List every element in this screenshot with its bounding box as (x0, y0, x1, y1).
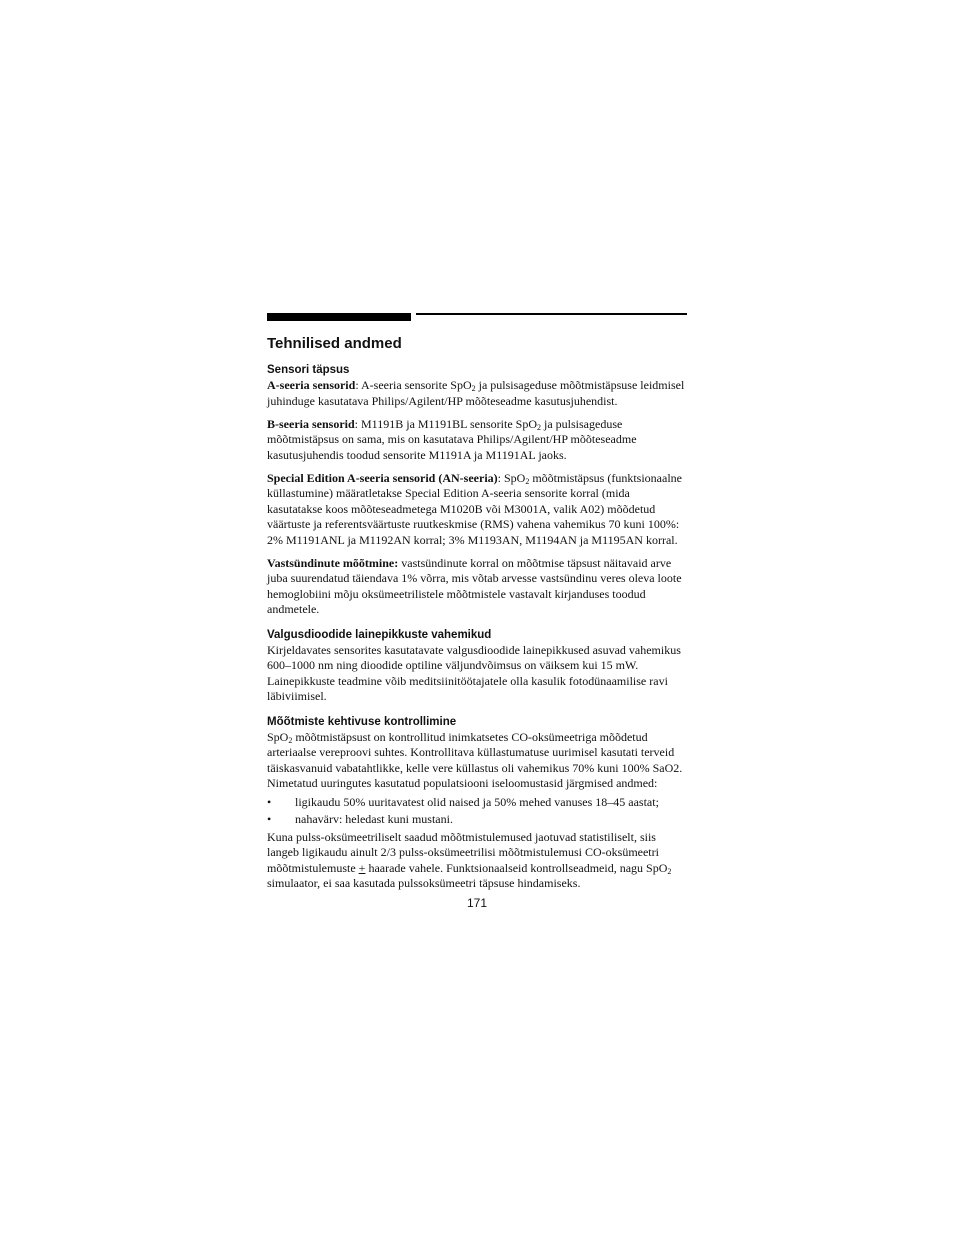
label-special-edition: Special Edition A-seeria sensorid (AN-seeria) (267, 470, 498, 485)
label-a-series: A-seeria sensorid (267, 378, 356, 392)
document-page (267, 313, 687, 911)
heading-sensor-accuracy: Sensori täpsus (267, 364, 350, 376)
paragraph-special-edition: Special Edition A-seeria sensorid (AN-seeria): SpO$_2$ mõõtmistäpsus (funktsionaalne küllastumine) määratletakse Special Edition A-seeria sensorite korral (mida kasutatakse koos mõõteseadmetega M1020B või M3001A, valik A02) mõõdetud väärtuste ja referentsväärtuste ruutkeskmise (RMS) vahena vahemikus 70 kuni 100%: 2% M1191ANL ja M1192AN korral; 3% M1193AN, M1194AN ja M1195AN korral. (267, 470, 682, 547)
header-rule-thick (267, 313, 411, 321)
paragraph-b-series: B-seeria sensorid: M1191B ja M1191BL sensorite SpO$_2$ ja pulsisageduse mõõtmistäpsus on sama, mis on kasutatava Philips/Agilent/HP mõõteseadme kasutusjuhendis toodud sensorite M1191A ja M1191AL jaoks. (267, 416, 637, 462)
label-b-series: B-seeria sensorid (267, 416, 355, 431)
section-title: Tehnilised andmed (267, 335, 402, 352)
heading-led-range: Valgusdioodide lainepikkuste vahemikud (267, 628, 492, 641)
page-number: 171 (466, 895, 488, 910)
paragraph-validation-1: SpO$_2$ mõõtmistäpsust on kontrollitud inimkatsetes CO-oksümeetriga mõõdetud arteriaalse vereproovi suhtes. Kontrollitava küllastumatuse uurimisel kasutati terveid täiskasvanuid vabatahtlikke, kelle vere küllastus oli vahemikus 70% kuni 100% SaO2. Nimetatud uuringutes kasutatud populatsiooni iseloomustasid järgmised andmed: (267, 729, 683, 790)
paragraph-led-range: Kirjeldavates sensorites kasutatavate valgusdioodide lainepikkused asuvad vahemikus 600–1000 nm ning dioodide optiline väljundvõimsus on väiksem kui 15 mW. Lainepikkuste teadmine võib meditsiinitöötajatele olla kasulik fotodünaamilise ravi läbiviimisel. (267, 642, 681, 703)
label-neonatal: Vastsündinute mõõtmine: (267, 555, 399, 570)
list-item: • ligikaudu 50% uuritavatest olid naised ja 50% mehed vanuses 18–45 aastat; (267, 794, 659, 809)
list-item: • nahavärv: heledast kuni mustani. (267, 812, 453, 826)
bullet-icon: • (267, 794, 272, 809)
plus-minus-symbol: + (358, 860, 366, 875)
heading-validation: Mõõtmiste kehtivuse kontrollimine (267, 715, 457, 728)
bullet-icon: • (267, 812, 272, 826)
paragraph-validation-2: Kuna pulss-oksümeetriliselt saadud mõõtmistulemused jaotuvad statistiliselt, siis langeb ligikaudu ainult 2/3 pulss-oksümeetrilisi mõõtmistulemusi CO-oksümeetri mõõtmistulemuste + haarade vahele. Funktsionaalseid kontrollseadmeid, nagu SpO$_2$ simulaator, ei saa kasutada pulssoksümeetri täpsuse hindamiseks. (267, 829, 672, 890)
header-rule-thin (416, 313, 687, 315)
header-rule (267, 313, 687, 321)
paragraph-a-series: A-seeria sensorid: A-seeria sensorite SpO$_2$ ja pulsisageduse mõõtmistäpsuse leidmisel juhinduge kasutatava Philips/Agilent/HP mõõteseadme kasutusjuhendist. (267, 378, 685, 408)
paragraph-neonatal: Vastsündinute mõõtmine: vastsündinute korral on mõõtmise täpsust näitavaid arve juba suurendatud täiendava 1% võrra, mis võtab arvesse vastsündinu veres oleva loote hemoglobiini mõju oksümeetrilistele mõõtmistele vastavalt kirjanduses toodud andmetele. (267, 555, 682, 616)
population-list (267, 795, 687, 828)
